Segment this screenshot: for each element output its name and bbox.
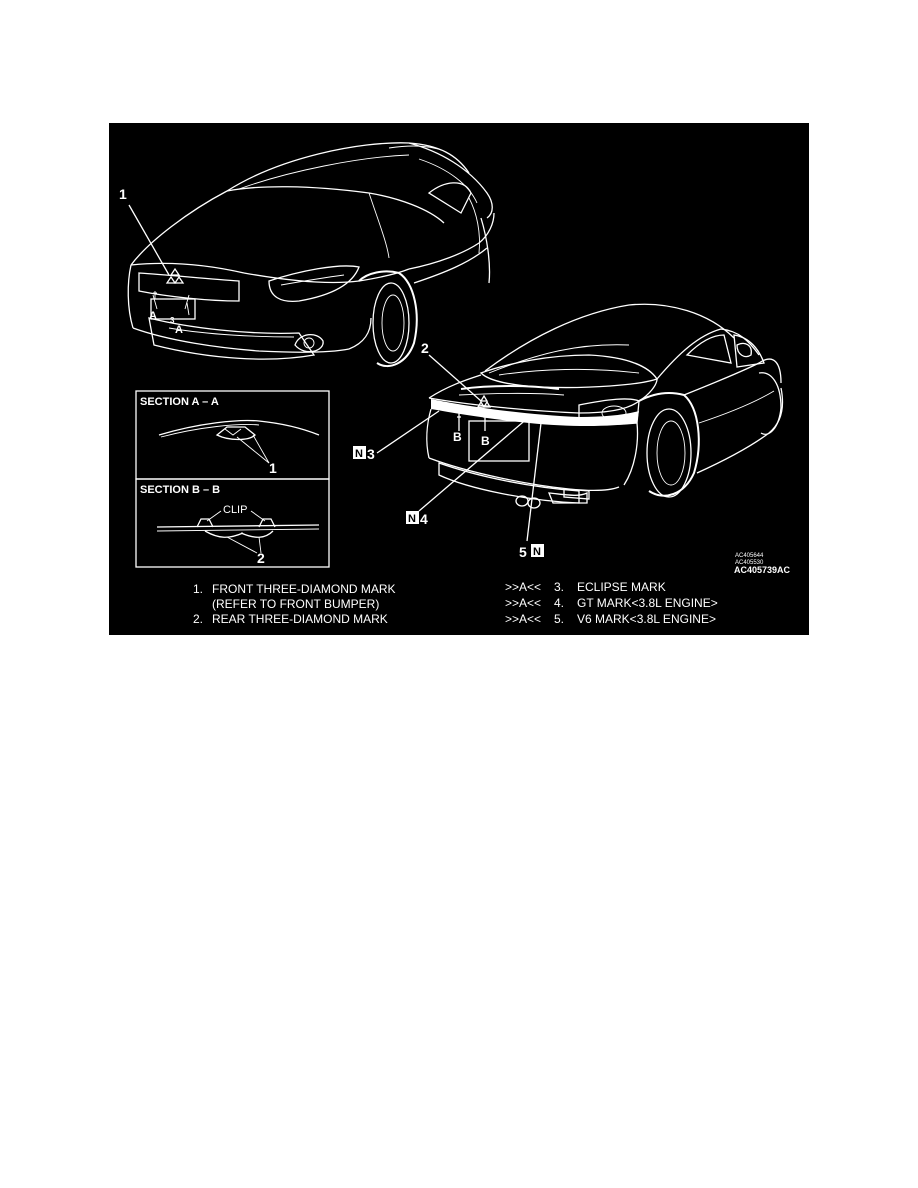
section-b-marker-right: B xyxy=(481,434,490,448)
front-car-illustration xyxy=(128,143,494,366)
section-b-callout: 2 xyxy=(257,550,265,566)
legend-left-text-1b: (REFER TO FRONT BUMPER) xyxy=(212,597,380,611)
legend-left xyxy=(193,582,396,626)
v6-mark-callout: 5 xyxy=(519,544,527,560)
n-mark-4: N xyxy=(408,513,416,525)
section-b-marker-left: B xyxy=(453,430,462,444)
eclipse-mark-callout: 3 xyxy=(367,446,375,462)
front-plate-number: 3 xyxy=(170,316,175,325)
legend-right xyxy=(505,580,718,626)
diagram-figure xyxy=(109,123,809,635)
illustration-code-small-1: AC405644 xyxy=(735,553,764,559)
n-mark-3: N xyxy=(355,448,363,460)
legend-right-num-3: 3. xyxy=(554,580,565,594)
legend-right-ref-3: >>A<< xyxy=(505,580,542,594)
legend-right-text-3: ECLIPSE MARK xyxy=(577,580,666,594)
legend-right-num-5: 5. xyxy=(554,612,565,626)
rear-car-illustration xyxy=(427,304,783,508)
legend-left-num-1: 1. xyxy=(193,582,204,596)
n-mark-5: N xyxy=(533,546,541,558)
legend-right-ref-4: >>A<< xyxy=(505,596,542,610)
section-b-clip-label: CLIP xyxy=(223,504,248,516)
illustration-code-main: AC405739AC xyxy=(734,565,791,575)
legend-right-text-5: V6 MARK<3.8L ENGINE> xyxy=(577,612,716,626)
legend-left-num-2: 2. xyxy=(193,612,204,626)
gt-mark-callout: 4 xyxy=(420,511,428,527)
front-diamond-callout: 1 xyxy=(119,186,127,202)
rear-diamond-callout: 2 xyxy=(421,340,429,356)
legend-left-text-1: FRONT THREE-DIAMOND MARK xyxy=(212,582,396,596)
legend-right-ref-5: >>A<< xyxy=(505,612,542,626)
section-b-title: SECTION B – B xyxy=(140,484,221,496)
section-a-title: SECTION A – A xyxy=(140,396,219,408)
legend-right-text-4: GT MARK<3.8L ENGINE> xyxy=(577,596,718,610)
section-a-box xyxy=(136,391,329,479)
section-a-marker-left: A xyxy=(149,310,157,322)
diagram-canvas xyxy=(109,123,809,635)
section-a-marker-right: A xyxy=(175,324,183,336)
legend-right-num-4: 4. xyxy=(554,596,565,610)
legend-left-text-2: REAR THREE-DIAMOND MARK xyxy=(212,612,388,626)
illustration-code-small-2: AC405530 xyxy=(735,560,764,566)
section-b-box xyxy=(136,479,329,567)
section-a-callout: 1 xyxy=(269,460,277,476)
